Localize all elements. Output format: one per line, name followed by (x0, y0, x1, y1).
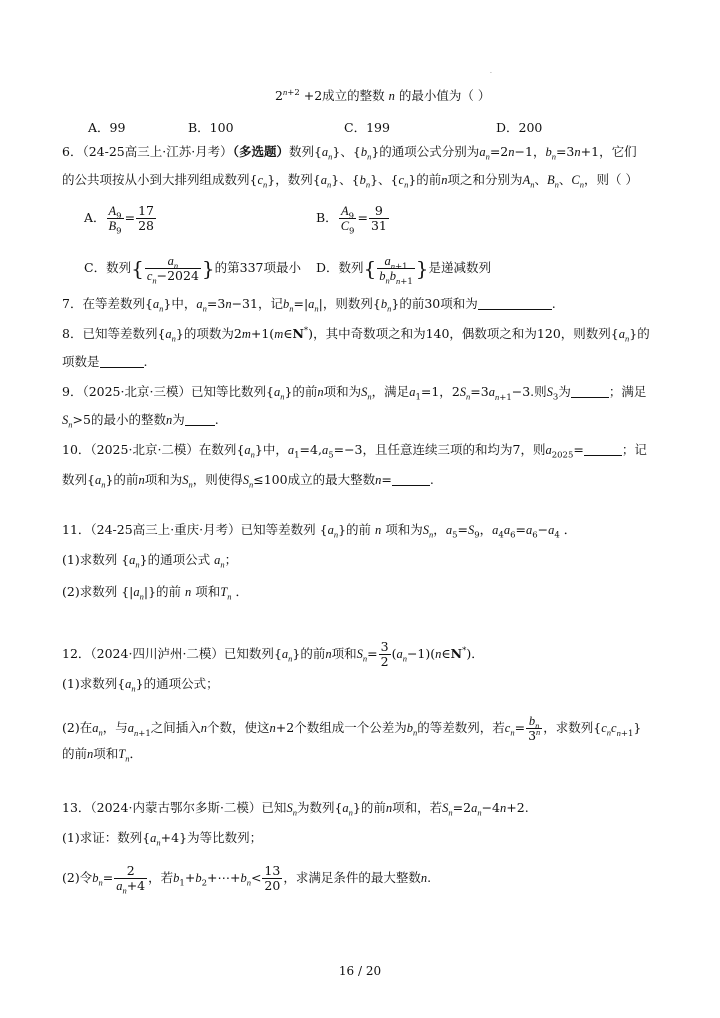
q5-option-c[interactable]: C．199 (344, 120, 390, 135)
q10-line2: 数列$\{a_n\}$的前n项和为$S_n$，则使得$S_n\le 100$成立的最大整数n= . (62, 472, 434, 490)
q9-line1: 9．（2025·北京·三模）已知等比数列$\{a_n\}$的前n项和为$S_n$，满足$a_1=1$，$2S_n=3a_{n+1}-3$.则$S_3$为 ；满足 (62, 384, 647, 403)
q9-answer-blank-1[interactable] (571, 385, 609, 398)
page-number: 16 / 20 (338, 964, 382, 978)
q8-line2: 项数是 . (62, 354, 148, 369)
q6-line2: 的公共项按从小到大排列组成数列$\{c_n\}$，数列$\{a_n\}$、$\{b_n\}$、$\{c_n\}$的前n项之和分别为$A_n$、$B_n$、$C_n$，则（ ） (62, 172, 638, 190)
q13-line1: 13．（2024·内蒙古鄂尔多斯·二模）已知$S_n$为数列$\{a_n\}$的前n项和，若$S_n=2a_n-4n+2$. (62, 800, 529, 818)
q9-answer-blank-2[interactable] (185, 413, 215, 426)
q5-stem-tail: $2^{n+2} +2$成立的整数 n 的最小值为（ ） (275, 86, 491, 103)
q11-part2: (2)求数列 $\{|a_n|\}$的前 n 项和$T_n$ ． (62, 584, 248, 602)
q10-answer-blank-1[interactable] (584, 443, 622, 456)
q12-line1: 12．（2024·四川泸州·二模）已知数列$\{a_n\}$的前n项和$S_n=$ $\frac{3}{2}$ $(a_n-1)(n\in N^*)$． (62, 639, 484, 669)
q6-line1: 6．（24-25高三上·江苏·月考）（多选题）数列$\{a_n\}$、$\{b_n\}$的通项公式分别为$a_n=2n-1$，$b_n=3n+1$，它们 (62, 144, 637, 162)
q12-part1: (1)求数列$\{a_n\}$的通项公式； (62, 676, 219, 694)
q5-option-d[interactable]: D．200 (496, 120, 543, 135)
q8-line1: 8．已知等差数列$\{a_n\}$的项数为2m+1(m∈N*)，其中奇数项之和为140，偶数项之和为120，则数列$\{a_n\}$的 (62, 325, 650, 344)
q7-line: 7．在等差数列$\{a_n\}$中，$a_n=3n-31$，记$b_n=|a_n|$，则数列$\{b_n\}$的前30项和为 . (62, 296, 556, 314)
q6-option-d[interactable]: D．数列{ $\frac{a_{n+1}}{b_nb_{n+1}}$ }是递减数列 (316, 254, 492, 287)
q5-option-b[interactable]: B．100 (188, 120, 234, 135)
q5-option-a[interactable]: A．99 (88, 120, 126, 135)
q13-part2: (2)令$b_n=$ $\frac{2}{a_n+4}$ ，若$b_1+b_2+\cdots+b_n<$ $\frac{13}{20}$ ，求满足条件的最大整数n. (62, 863, 432, 896)
q6-option-c[interactable]: C．数列{ $\frac{a_n}{c_n-2024}$ }的第337项最小 (84, 254, 302, 286)
q8-answer-blank[interactable] (100, 355, 144, 368)
q12-part2: (2)在$a_n$，与$a_{n+1}$之间插入n个数，使这n+2个数组成一个公差为$b_n$的等差数列，若$c_n=$ $\frac{b_n}{3^n}$ ，求数列$\{c_nc_{n+1}\}$ (62, 714, 642, 743)
q9-line2: $S_n>5$的最小的整数n为 . (62, 412, 219, 430)
q12-part2-cont: 的前n项和$T_n$． (62, 746, 142, 764)
q10-answer-blank-2[interactable] (392, 473, 430, 486)
stray-dot: · (490, 70, 492, 77)
q11-part1: (1)求数列 $\{a_n\}$的通项公式 $a_n$； (62, 552, 238, 570)
q10-line1: 10．（2025·北京·二模）在数列$\{a_n\}$中，$a_1=4,a_5=-3$，且任意连续三项的和均为7，则$a_{2025}=$ ；记 (62, 442, 647, 461)
q11-line1: 11．（24-25高三上·重庆·月考）已知等差数列 $\{a_n\}$的前 n 项和为$S_n$，$a_5=S_9$，$a_4a_6=a_6-a_4$ ． (62, 522, 577, 541)
q6-option-a[interactable]: A． $\frac{A_9}{B_9}$ = $\frac{17}{28}$ (84, 203, 154, 237)
q13-part1: (1)求证：数列$\{a_n+4\}$为等比数列； (62, 830, 263, 848)
q7-answer-blank[interactable] (478, 297, 552, 310)
q6-option-b[interactable]: B． $\frac{A_9}{C_9}$ = $\frac{9}{31}$ (316, 203, 387, 237)
